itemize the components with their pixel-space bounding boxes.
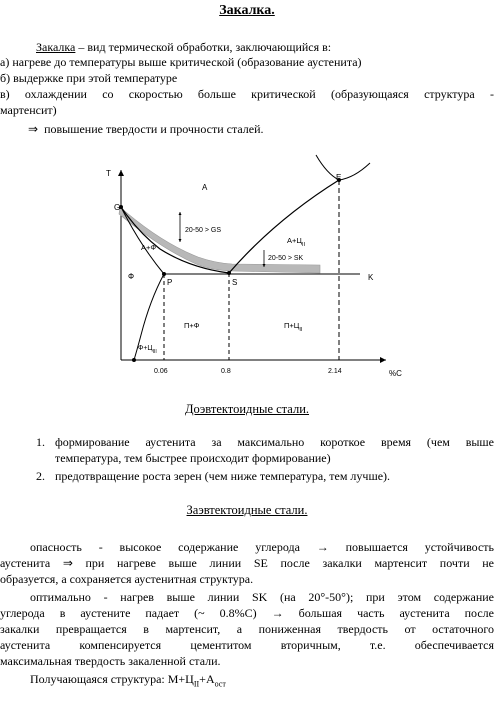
point-s-dot [227, 271, 231, 275]
line-solidus [316, 155, 370, 180]
structure-plus-a: +А [199, 672, 215, 686]
tick-08: 0.8 [221, 368, 231, 375]
opt-line2: углерода в аустените падает (~ 0.8%С) → большая часть аустенита после [0, 606, 494, 620]
danger-line2: аустенита ⇒ при нагреве выше линии SE после закалки мартенсит почти не [0, 556, 494, 570]
region-f-ciii: $Ф+Ц_{III}$ [138, 345, 157, 355]
label-sk-range: 20-50 > SK [268, 255, 304, 262]
point-p-dot [162, 272, 166, 276]
danger-line1: опасность - высокое содержание углерода → повышается устойчивость [30, 540, 494, 554]
opt-line3: закалки превращается в мартенсит, а пониженная твердость от остаточного [0, 622, 494, 636]
region-f: Ф [128, 272, 135, 281]
tick-214: 2.14 [328, 368, 342, 375]
definition-line [36, 40, 476, 55]
label-p: P [167, 278, 173, 287]
region-p-cii: $П+Ц_{II}$ [284, 321, 303, 333]
hypo-heading: Доэвтектоидные стали. [184, 402, 310, 416]
hypo-item1-num: 1. [36, 435, 45, 449]
structure-prefix: Получающаяся структура: М+Ц [30, 672, 194, 686]
region-af: А+Ф [141, 243, 157, 252]
result-line [28, 122, 494, 137]
item-c-line2: мартенсит) [0, 103, 57, 117]
region-a-cii: $А+Ц_{II}$ [287, 236, 305, 248]
hypo-item1-line1: формирование аустенита за максимально короткое время (чем выше [55, 435, 494, 449]
structure-result [30, 672, 494, 689]
structure-sub-ii: II [193, 679, 200, 689]
result-text: повышение твердости и прочности сталей. [44, 122, 264, 136]
axis-c-label: %C [389, 369, 402, 378]
term-zakalka: Закалка [36, 40, 76, 54]
label-gs-range: 20-50 > GS [185, 227, 221, 234]
danger-line3: образуется, а сохраняется аустенитная структура. [0, 572, 254, 586]
hypo-item1-line2: температура, тем быстрее происходит формирование) [55, 451, 331, 465]
opt-line5: максимальная твердость закаленной стали. [0, 654, 221, 668]
point-q-dot [132, 358, 136, 362]
region-a: A [202, 183, 208, 192]
tick-006: 0.06 [154, 368, 168, 375]
hyper-heading: Заэвтектоидные стали. [186, 503, 308, 517]
hypo-item2-text: предотвращение роста зерен (чем ниже температура, тем лучше). [55, 469, 391, 483]
item-b: б) выдержке при этой температуре [0, 71, 178, 85]
opt-line4: аустенита компенсируется цементитом вторичным, т.е. обеспечивается [0, 638, 494, 652]
label-g: G [114, 203, 121, 212]
structure-sub-ost: ост [214, 679, 226, 689]
implies-icon: ⇒ [28, 122, 39, 136]
region-p-f: П+Ф [184, 321, 200, 330]
item-c-line1: в) охлаждении со скоростью больше критической (образующаяся структура - [0, 87, 494, 101]
label-e: E [336, 173, 342, 182]
fe-c-phase-diagram [0, 150, 494, 390]
opt-line1: оптимально - нагрев выше линии SK (на 20°-50°); при этом содержание [30, 590, 494, 604]
label-s: S [232, 278, 238, 287]
page-title: Закалка. [219, 3, 275, 18]
label-k: K [368, 273, 374, 282]
definition-text: – вид термической обработки, заключающийся в: [75, 40, 332, 54]
hypo-item2-num: 2. [36, 469, 45, 483]
item-a: а) нагреве до температуры выше критической (образование аустенита) [0, 55, 362, 69]
axis-t-label: T [106, 169, 111, 178]
